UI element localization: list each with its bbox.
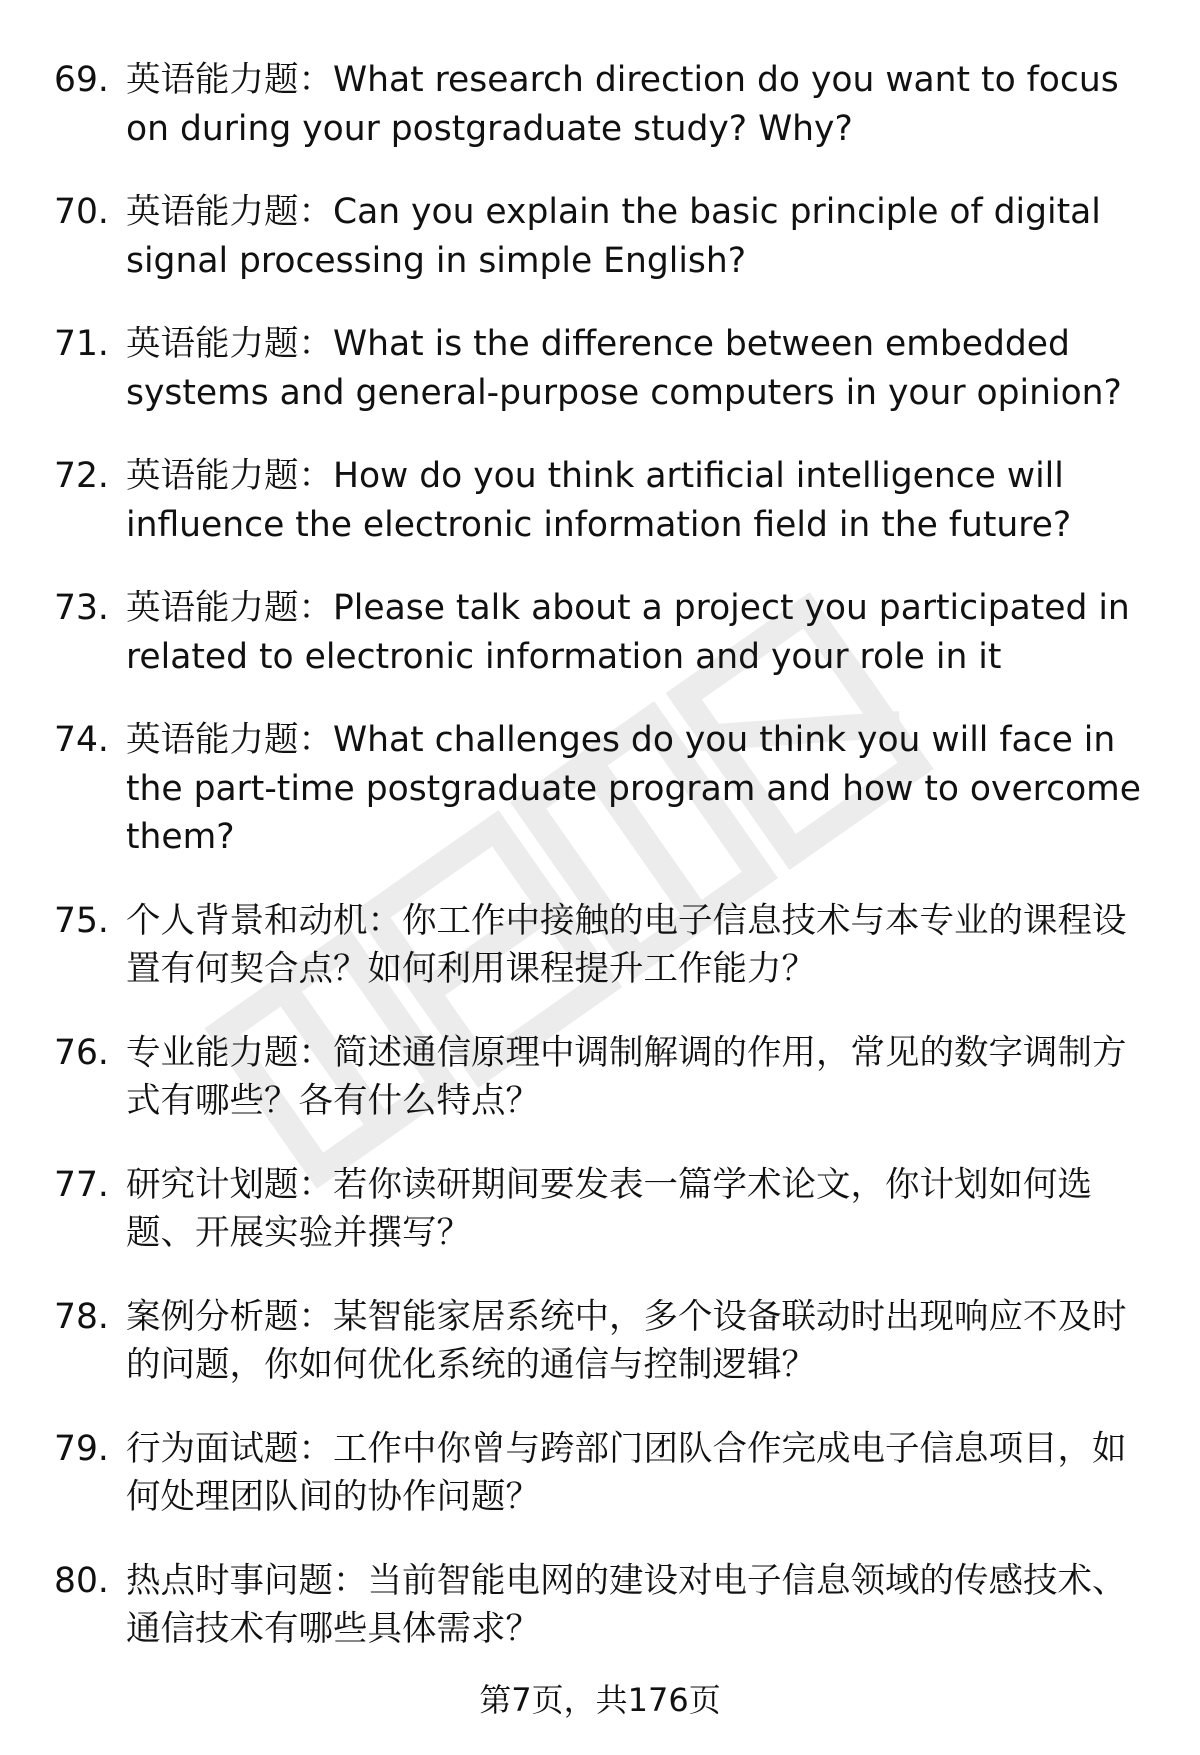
question-item	[0, 897, 1200, 994]
question-item	[0, 452, 1200, 549]
question-text: 英语能力题：What challenges do you think you will face in the part-time postgraduate program and how to overcome them?	[126, 720, 1142, 857]
question-number: 78.	[54, 1296, 109, 1337]
question-item	[0, 716, 1200, 862]
question-item	[0, 1425, 1200, 1522]
question-text: 英语能力题：How do you think artificial intelligence will influence the electronic information field in the future?	[126, 456, 1072, 545]
question-item	[0, 1029, 1200, 1126]
question-text: 英语能力题：Please talk about a project you participated in related to electronic information and your role in it	[126, 588, 1130, 677]
question-item	[0, 1557, 1200, 1654]
question-item	[0, 584, 1200, 681]
question-text: 热点时事问题：当前智能电网的建设对电子信息领域的传感技术、通信技术有哪些具体需求？	[126, 1560, 1127, 1649]
question-number: 71.	[54, 324, 109, 364]
question-text: 个人背景和动机：你工作中接触的电子信息技术与本专业的课程设置有何契合点？如何利用课程提升工作能力？	[126, 900, 1127, 989]
question-number: 74.	[54, 720, 109, 760]
question-text: 行为面试题：工作中你曾与跨部门团队合作完成电子信息项目，如何处理团队间的协作问题？	[126, 1428, 1127, 1517]
question-number: 70.	[54, 192, 109, 232]
question-number: 72.	[54, 456, 109, 496]
question-text: 案例分析题：某智能家居系统中，多个设备联动时出现响应不及时的问题，你如何优化系统的通信与控制逻辑？	[126, 1296, 1127, 1385]
question-item	[0, 1161, 1200, 1258]
question-item	[0, 188, 1200, 285]
question-number: 79.	[54, 1428, 109, 1469]
question-number: 77.	[54, 1164, 109, 1205]
question-text: 研究计划题：若你读研期间要发表一篇学术论文，你计划如何选题、开展实验并撰写？	[126, 1164, 1092, 1253]
question-item	[0, 320, 1200, 417]
question-text: 英语能力题：Can you explain the basic principle of digital signal processing in simple English?	[126, 192, 1101, 281]
question-text: 专业能力题：简述通信原理中调制解调的作用，常见的数字调制方式有哪些？各有什么特点？	[126, 1032, 1127, 1121]
question-text: 英语能力题：What research direction do you want to focus on during your postgraduate study? Why?	[126, 60, 1119, 149]
page-footer: 第7页，共176页	[479, 1681, 721, 1719]
question-list	[0, 56, 1200, 1689]
question-number: 76.	[54, 1032, 109, 1073]
question-number: 69.	[54, 60, 109, 100]
question-number: 80.	[54, 1560, 109, 1601]
question-number: 75.	[54, 900, 109, 941]
question-text: 英语能力题：What is the difference between embedded systems and general-purpose computers in your opinion?	[126, 324, 1122, 413]
question-item	[0, 56, 1200, 153]
question-item	[0, 1293, 1200, 1390]
question-number: 73.	[54, 588, 109, 628]
